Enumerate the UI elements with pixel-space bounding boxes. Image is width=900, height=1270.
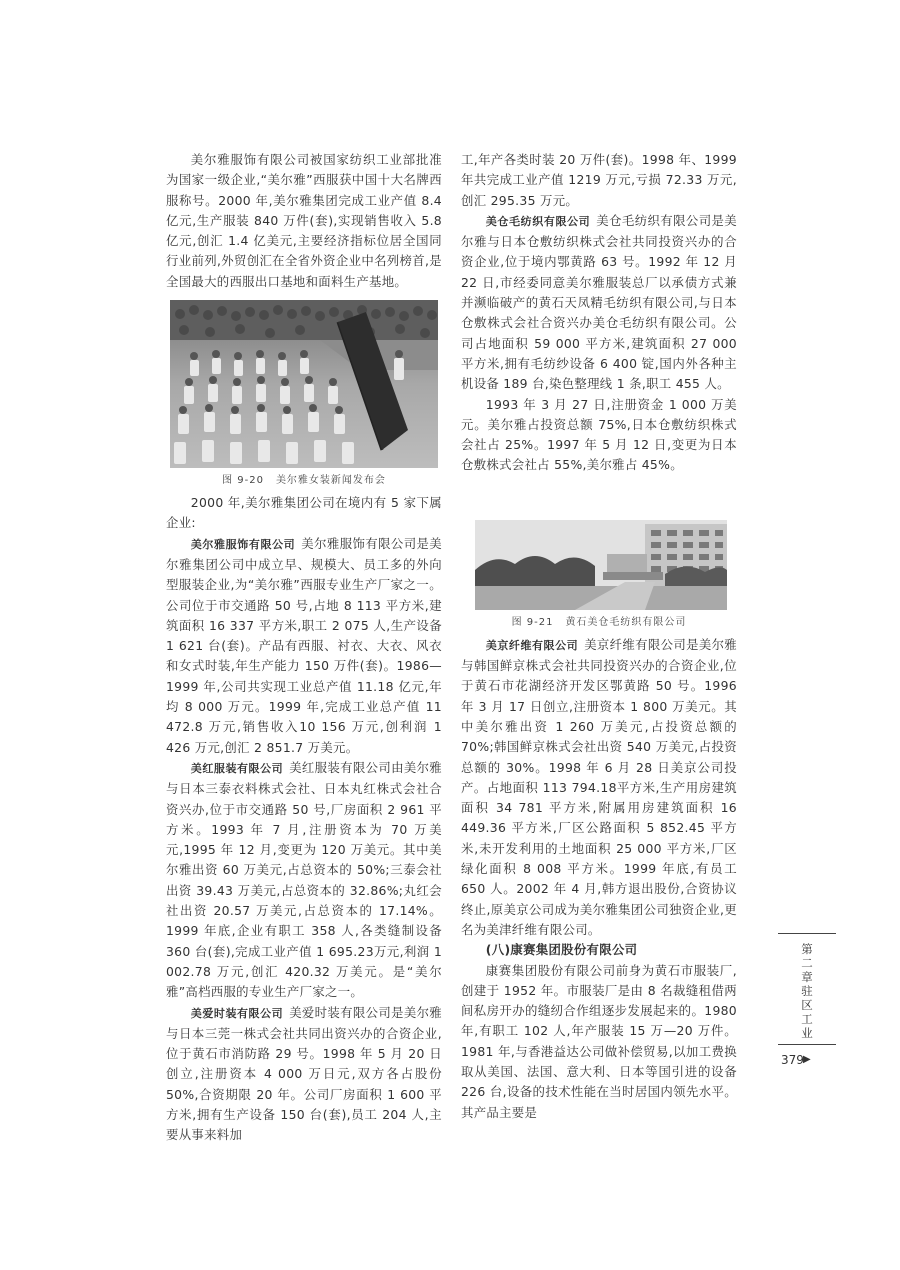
page-number: 379: [781, 1053, 804, 1067]
company-name: 美红服装有限公司: [190, 761, 284, 775]
paragraph-text: 美仓毛纺织有限公司是美尔雅与日本仓敷纺织株式会社共同投资兴办的合资企业,位于境内鄂黄路 63 号。1992 年 12 月 22 日,市经委同意美尔雅服装总厂以承债方式兼并濒临破产的黄石天凤精毛纺织有限公司,与日本仓敷株式会社合资兴办美仓毛纺织有限公司。公司占地面积 59 000 平方米,建筑面积 27 000 平方米,拥有毛纺纱设备 6 400 锭,国内外各种主机设备 189 台,染色整理线 1 条,职工 455 人。: [461, 212, 737, 392]
paragraph: [166, 1003, 442, 1146]
figure-caption: [166, 473, 442, 489]
company-name: 美京纤维有限公司: [485, 638, 579, 652]
paragraph: [166, 758, 442, 1003]
paragraph: 1993 年 3 月 27 日,注册资金 1 000 万美元。美尔雅占投资总额 75%,日本仓敷纺织株式会社占 25%。1997 年 5 月 12 日,变更为日本仓敷株式会社占 55%,美尔雅占 45%。: [461, 396, 737, 473]
crowd-photo-graphic: [170, 300, 438, 468]
figure-title: 黄石美仓毛纺织有限公司: [565, 616, 687, 628]
paragraph: 工,年产各类时装 20 万件(套)。1998 年、1999 年共完成工业产值 1219 万元,亏损 72.33 万元,创汇 295.35 万元。: [461, 152, 737, 208]
chapter-label: 第二章 驻区工业: [801, 942, 813, 1040]
factory-photo-graphic: [475, 520, 727, 610]
chapter-side-tab: [778, 933, 836, 1045]
paragraph: [166, 534, 442, 758]
company-name: 美尔雅服饰有限公司: [190, 537, 296, 551]
figure-number: 图 9-21: [511, 616, 554, 628]
section-heading: (八)康赛集团股份有限公司: [485, 942, 638, 958]
divider: [778, 1044, 836, 1045]
paragraph: 2000 年,美尔雅集团公司在境内有 5 家下属企业:: [166, 495, 442, 531]
figure-9-21: [461, 520, 737, 631]
divider: [778, 933, 836, 934]
paragraph-text: 美京纤维有限公司是美尔雅与韩国鲜京株式会社共同投资兴办的合资企业,位于黄石市花湖经济开发区鄂黄路 50 号。1996 年 3 月 17 日创立,注册资本 1 800 万美元。其中美尔雅出资 1 260 万美元,占投资总额的 70%;韩国鲜京株式会社出资 540 万美元,占投资总额的 30%。1998 年 6 月 28 日美京公司投产。占地面积 113 794.18平方米,生产用房建筑面积 34 781 平方米,附属用房建筑面积 16 449.36 平方米,厂区公路面积 5 852.45 平方米,未开发利用的土地面积 25 000 平方米,厂区绿化面积 8 008 平方米。1999 年底,有员工 650 人。2002 年 4 月,韩方退出股份,合资协议终止,原美京公司成为美尔雅集团公司独资企业,更名为美津纤维有限公司。: [461, 636, 737, 937]
paragraph: 康赛集团股份有限公司前身为黄石市服装厂,创建于 1952 年。市服装厂是由 8 名裁缝租借两间私房开办的缝纫合作组逐步发展起来的。1980 年,有职工 102 人,年产服装 15 万—20 万件。1981 年,与香港益达公司做补偿贸易,以加工费换取从美国、法国、意大利、日本等国引进的设备 226 台,设备的技术性能在当时居国内领先水平。其产品主要是: [461, 962, 737, 1120]
paragraph: [461, 635, 737, 940]
paragraph-text: 美爱时装有限公司是美尔雅与日本三莞一株式会社共同出资兴办的合资企业,位于黄石市消防路 29 号。1998 年 5 月 20 日创立,注册资本 4 000 万日元,双方各占股份 50%,合资期限 20 年。公司厂房面积 1 600 平方米,拥有生产设备 150 台(套),员工 204 人,主要从事来料加: [166, 1004, 442, 1143]
company-name: 美爱时装有限公司: [190, 1006, 284, 1020]
press-conference-photo: [170, 300, 438, 468]
right-column: [461, 150, 737, 1123]
left-column: [166, 150, 442, 1146]
paragraph-text: 美红服装有限公司由美尔雅与日本三泰衣料株式会社、日本丸红株式会社合资兴办,位于市交通路 50 号,厂房面积 2 961 平方米。1993 年 7 月,注册资本为 70 万美元,1995 年 12 月,变更为 120 万美元。其中美尔雅出资 60 万美元,占总资本的 50%;三泰会社出资 39.43 万美元,占总资本的 32.86%;丸红会社出资 20.57 万美元,占总资本的 17.14%。1999 年底,企业有职工 358 人,各类缝制设备 360 台(套),完成工业产值 1 695.23万元,利润 1 002.78 万元,创汇 420.32 万美元。是“美尔雅”高档西服的专业生产厂家之一。: [166, 759, 442, 1000]
paragraph: [461, 211, 737, 395]
company-name: 美仓毛纺织有限公司: [485, 214, 591, 228]
factory-photo: [475, 520, 727, 610]
figure-title: 美尔雅女装新闻发布会: [275, 475, 386, 487]
paragraph: 美尔雅服饰有限公司被国家纺织工业部批准为国家一级企业,“美尔雅”西服获中国十大名牌西服称号。2000 年,美尔雅集团完成工业产值 8.4 亿元,生产服装 840 万件(套),实现销售收入 5.8 亿元,创汇 1.4 亿美元,主要经济指标位居全国同行业前列,外贸创汇在全省外资企业中名列榜首,是全国最大的西服出口基地和面料生产基地。: [166, 152, 442, 289]
next-page-arrow-icon: ▶: [803, 1054, 811, 1065]
figure-number: 图 9-20: [222, 475, 264, 487]
figure-caption: [461, 615, 737, 631]
figure-9-20: [166, 300, 442, 489]
paragraph-text: 美尔雅服饰有限公司是美尔雅集团公司中成立早、规模大、员工多的外向型服装企业,为“美尔雅”西服专业生产厂家之一。公司位于市交通路 50 号,占地 8 113 平方米,建筑面积 16 337 平方米,职工 2 075 人,生产设备 1 621 台(套)。产品有西服、衬衣、大衣、风衣和女式时装,年生产能力 150 万件(套)。1986—1999 年,公司共实现工业总产值 11.18 亿元,年均 8 000 万元。1999 年,完成工业总产值 11 472.8 万元,销售收入10 156 万元,创利润 1 426 万元,创汇 2 851.7 万美元。: [166, 535, 442, 755]
